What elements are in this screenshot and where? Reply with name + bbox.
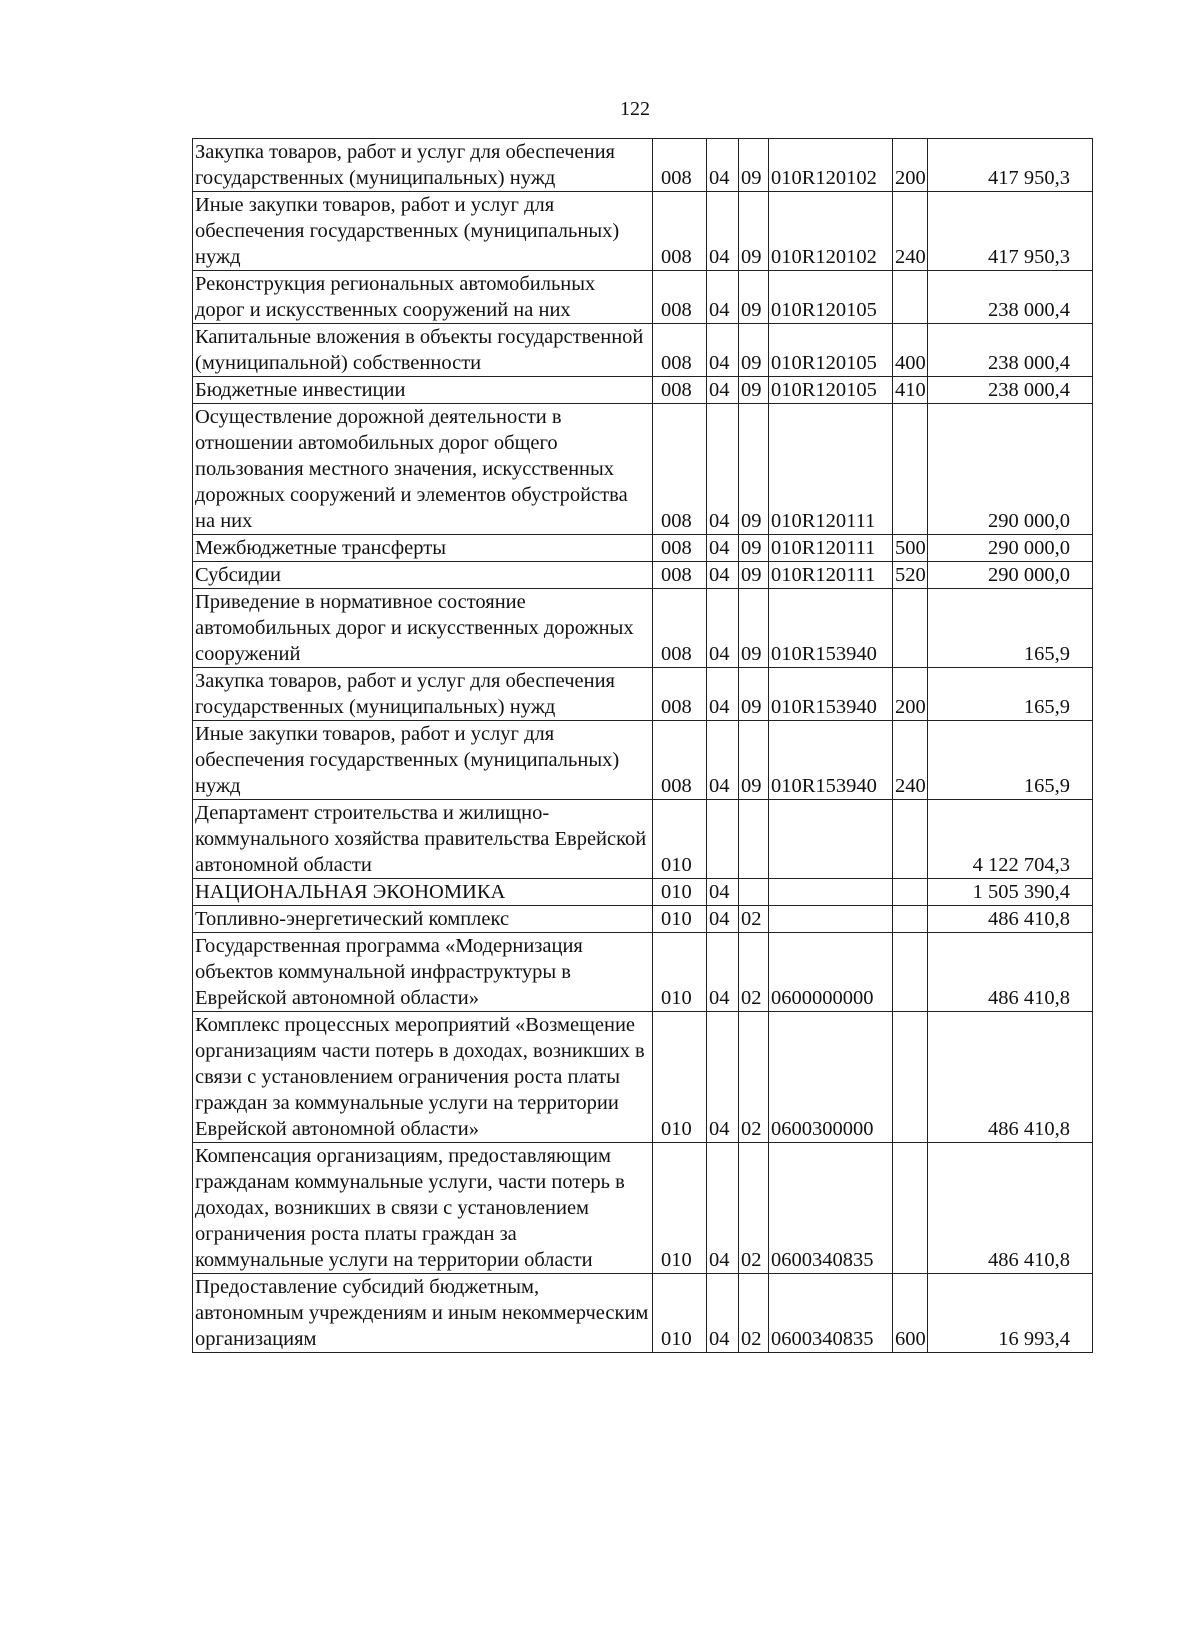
amount-cell: 417 950,3 xyxy=(928,139,1093,192)
target-article-cell: 0600340835 xyxy=(769,1143,893,1274)
expense-type-cell: 200 xyxy=(893,139,928,192)
table-row xyxy=(193,324,1093,377)
expense-type-cell xyxy=(893,906,928,933)
target-article-cell: 010R120111 xyxy=(769,562,893,589)
target-article-cell xyxy=(769,800,893,879)
subsection-code-cell: 09 xyxy=(739,404,769,535)
admin-code-cell: 008 xyxy=(653,192,707,271)
subsection-code-cell: 09 xyxy=(739,721,769,800)
target-article-cell xyxy=(769,906,893,933)
section-code-cell: 04 xyxy=(707,933,739,1012)
subsection-code-cell: 09 xyxy=(739,139,769,192)
table-row xyxy=(193,404,1093,535)
admin-code-cell: 010 xyxy=(653,906,707,933)
target-article-cell: 010R120102 xyxy=(769,192,893,271)
subsection-code-cell: 09 xyxy=(739,192,769,271)
expense-type-cell xyxy=(893,800,928,879)
amount-cell: 417 950,3 xyxy=(928,192,1093,271)
subsection-code-cell: 09 xyxy=(739,589,769,668)
amount-cell: 486 410,8 xyxy=(928,1143,1093,1274)
subsection-code-cell: 02 xyxy=(739,906,769,933)
expense-type-cell xyxy=(893,879,928,906)
table-row xyxy=(193,1274,1093,1353)
row-name-cell: Субсидии xyxy=(193,562,653,589)
section-code-cell: 04 xyxy=(707,324,739,377)
subsection-code-cell: 09 xyxy=(739,377,769,404)
row-name-cell: Бюджетные инвестиции xyxy=(193,377,653,404)
row-name-cell: Предоставление субсидий бюджетным, автономным учреждениям и иным некоммерческим организациям xyxy=(193,1274,653,1353)
expense-type-cell xyxy=(893,404,928,535)
row-name-cell: Закупка товаров, работ и услуг для обеспечения государственных (муниципальных) нужд xyxy=(193,668,653,721)
table-row xyxy=(193,721,1093,800)
budget-table xyxy=(192,138,1093,1353)
section-code-cell: 04 xyxy=(707,404,739,535)
expense-type-cell: 410 xyxy=(893,377,928,404)
admin-code-cell: 008 xyxy=(653,404,707,535)
admin-code-cell: 008 xyxy=(653,721,707,800)
row-name-cell: Межбюджетные трансферты xyxy=(193,535,653,562)
amount-cell: 238 000,4 xyxy=(928,271,1093,324)
table-row xyxy=(193,535,1093,562)
section-code-cell: 04 xyxy=(707,879,739,906)
table-row xyxy=(193,192,1093,271)
expense-type-cell: 600 xyxy=(893,1274,928,1353)
expense-type-cell: 400 xyxy=(893,324,928,377)
amount-cell: 238 000,4 xyxy=(928,377,1093,404)
section-code-cell xyxy=(707,800,739,879)
section-code-cell: 04 xyxy=(707,668,739,721)
amount-cell: 486 410,8 xyxy=(928,906,1093,933)
table-row xyxy=(193,1143,1093,1274)
admin-code-cell: 010 xyxy=(653,1274,707,1353)
expense-type-cell xyxy=(893,1012,928,1143)
admin-code-cell: 010 xyxy=(653,800,707,879)
row-name-cell: Реконструкция региональных автомобильных дорог и искусственных сооружений на них xyxy=(193,271,653,324)
admin-code-cell: 008 xyxy=(653,562,707,589)
expense-type-cell xyxy=(893,271,928,324)
section-code-cell: 04 xyxy=(707,1012,739,1143)
target-article-cell: 010R153940 xyxy=(769,721,893,800)
section-code-cell: 04 xyxy=(707,271,739,324)
subsection-code-cell: 09 xyxy=(739,668,769,721)
admin-code-cell: 008 xyxy=(653,668,707,721)
target-article-cell: 010R120102 xyxy=(769,139,893,192)
table-row xyxy=(193,933,1093,1012)
row-name-cell: Иные закупки товаров, работ и услуг для обеспечения государственных (муниципальных) нужд xyxy=(193,192,653,271)
target-article-cell: 0600000000 xyxy=(769,933,893,1012)
subsection-code-cell: 02 xyxy=(739,1143,769,1274)
admin-code-cell: 008 xyxy=(653,271,707,324)
table-row xyxy=(193,562,1093,589)
table-row xyxy=(193,906,1093,933)
amount-cell: 165,9 xyxy=(928,668,1093,721)
expense-type-cell: 500 xyxy=(893,535,928,562)
target-article-cell: 010R120105 xyxy=(769,377,893,404)
row-name-cell: Департамент строительства и жилищно-коммунального хозяйства правительства Еврейской автономной области xyxy=(193,800,653,879)
section-code-cell: 04 xyxy=(707,562,739,589)
subsection-code-cell xyxy=(739,879,769,906)
row-name-cell: Осуществление дорожной деятельности в отношении автомобильных дорог общего пользования местного значения, искусственных дорожных сооружений и элементов обустройства на них xyxy=(193,404,653,535)
expense-type-cell: 520 xyxy=(893,562,928,589)
admin-code-cell: 008 xyxy=(653,589,707,668)
target-article-cell: 010R120111 xyxy=(769,404,893,535)
target-article-cell: 010R120111 xyxy=(769,535,893,562)
target-article-cell: 010R120105 xyxy=(769,271,893,324)
row-name-cell: Иные закупки товаров, работ и услуг для обеспечения государственных (муниципальных) нужд xyxy=(193,721,653,800)
section-code-cell: 04 xyxy=(707,721,739,800)
table-row xyxy=(193,668,1093,721)
subsection-code-cell: 02 xyxy=(739,1274,769,1353)
subsection-code-cell: 02 xyxy=(739,1012,769,1143)
admin-code-cell: 008 xyxy=(653,324,707,377)
section-code-cell: 04 xyxy=(707,1143,739,1274)
amount-cell: 486 410,8 xyxy=(928,1012,1093,1143)
amount-cell: 486 410,8 xyxy=(928,933,1093,1012)
section-code-cell: 04 xyxy=(707,139,739,192)
admin-code-cell: 010 xyxy=(653,1143,707,1274)
table-row xyxy=(193,879,1093,906)
target-article-cell: 010R120105 xyxy=(769,324,893,377)
table-row xyxy=(193,139,1093,192)
admin-code-cell: 010 xyxy=(653,933,707,1012)
section-code-cell: 04 xyxy=(707,535,739,562)
row-name-cell: Компенсация организациям, предоставляющим гражданам коммунальные услуги, части потерь в доходах, возникших в связи с установлением ограничения роста платы граждан за коммунальные услуги на территории области xyxy=(193,1143,653,1274)
expense-type-cell: 240 xyxy=(893,192,928,271)
subsection-code-cell: 09 xyxy=(739,324,769,377)
amount-cell: 1 505 390,4 xyxy=(928,879,1093,906)
section-code-cell: 04 xyxy=(707,589,739,668)
amount-cell: 290 000,0 xyxy=(928,562,1093,589)
row-name-cell: Топливно-энергетический комплекс xyxy=(193,906,653,933)
target-article-cell xyxy=(769,879,893,906)
table-row xyxy=(193,800,1093,879)
amount-cell: 165,9 xyxy=(928,721,1093,800)
amount-cell: 16 993,4 xyxy=(928,1274,1093,1353)
admin-code-cell: 010 xyxy=(653,879,707,906)
table-row xyxy=(193,271,1093,324)
amount-cell: 290 000,0 xyxy=(928,404,1093,535)
subsection-code-cell: 09 xyxy=(739,271,769,324)
expense-type-cell: 240 xyxy=(893,721,928,800)
amount-cell: 290 000,0 xyxy=(928,535,1093,562)
table-row xyxy=(193,589,1093,668)
section-code-cell: 04 xyxy=(707,377,739,404)
expense-type-cell xyxy=(893,933,928,1012)
page-number: 122 xyxy=(620,98,650,120)
admin-code-cell: 008 xyxy=(653,139,707,192)
target-article-cell: 0600340835 xyxy=(769,1274,893,1353)
amount-cell: 238 000,4 xyxy=(928,324,1093,377)
admin-code-cell: 010 xyxy=(653,1012,707,1143)
section-code-cell: 04 xyxy=(707,1274,739,1353)
subsection-code-cell xyxy=(739,800,769,879)
subsection-code-cell: 09 xyxy=(739,535,769,562)
row-name-cell: Закупка товаров, работ и услуг для обеспечения государственных (муниципальных) нужд xyxy=(193,139,653,192)
amount-cell: 4 122 704,3 xyxy=(928,800,1093,879)
expense-type-cell xyxy=(893,1143,928,1274)
target-article-cell: 010R153940 xyxy=(769,668,893,721)
target-article-cell: 010R153940 xyxy=(769,589,893,668)
table-row xyxy=(193,1012,1093,1143)
target-article-cell: 0600300000 xyxy=(769,1012,893,1143)
subsection-code-cell: 09 xyxy=(739,562,769,589)
row-name-cell: Комплекс процессных мероприятий «Возмещение организациям части потерь в доходах, возникших в связи с установлением ограничения роста платы граждан за коммунальные услуги на территории Еврейской автономной области» xyxy=(193,1012,653,1143)
amount-cell: 165,9 xyxy=(928,589,1093,668)
section-code-cell: 04 xyxy=(707,906,739,933)
expense-type-cell: 200 xyxy=(893,668,928,721)
row-name-cell: НАЦИОНАЛЬНАЯ ЭКОНОМИКА xyxy=(193,879,653,906)
row-name-cell: Капитальные вложения в объекты государственной (муниципальной) собственности xyxy=(193,324,653,377)
row-name-cell: Государственная программа «Модернизация объектов коммунальной инфраструктуры в Еврейской автономной области» xyxy=(193,933,653,1012)
expense-type-cell xyxy=(893,589,928,668)
table-row xyxy=(193,377,1093,404)
admin-code-cell: 008 xyxy=(653,377,707,404)
subsection-code-cell: 02 xyxy=(739,933,769,1012)
admin-code-cell: 008 xyxy=(653,535,707,562)
row-name-cell: Приведение в нормативное состояние автомобильных дорог и искусственных дорожных сооружений xyxy=(193,589,653,668)
section-code-cell: 04 xyxy=(707,192,739,271)
